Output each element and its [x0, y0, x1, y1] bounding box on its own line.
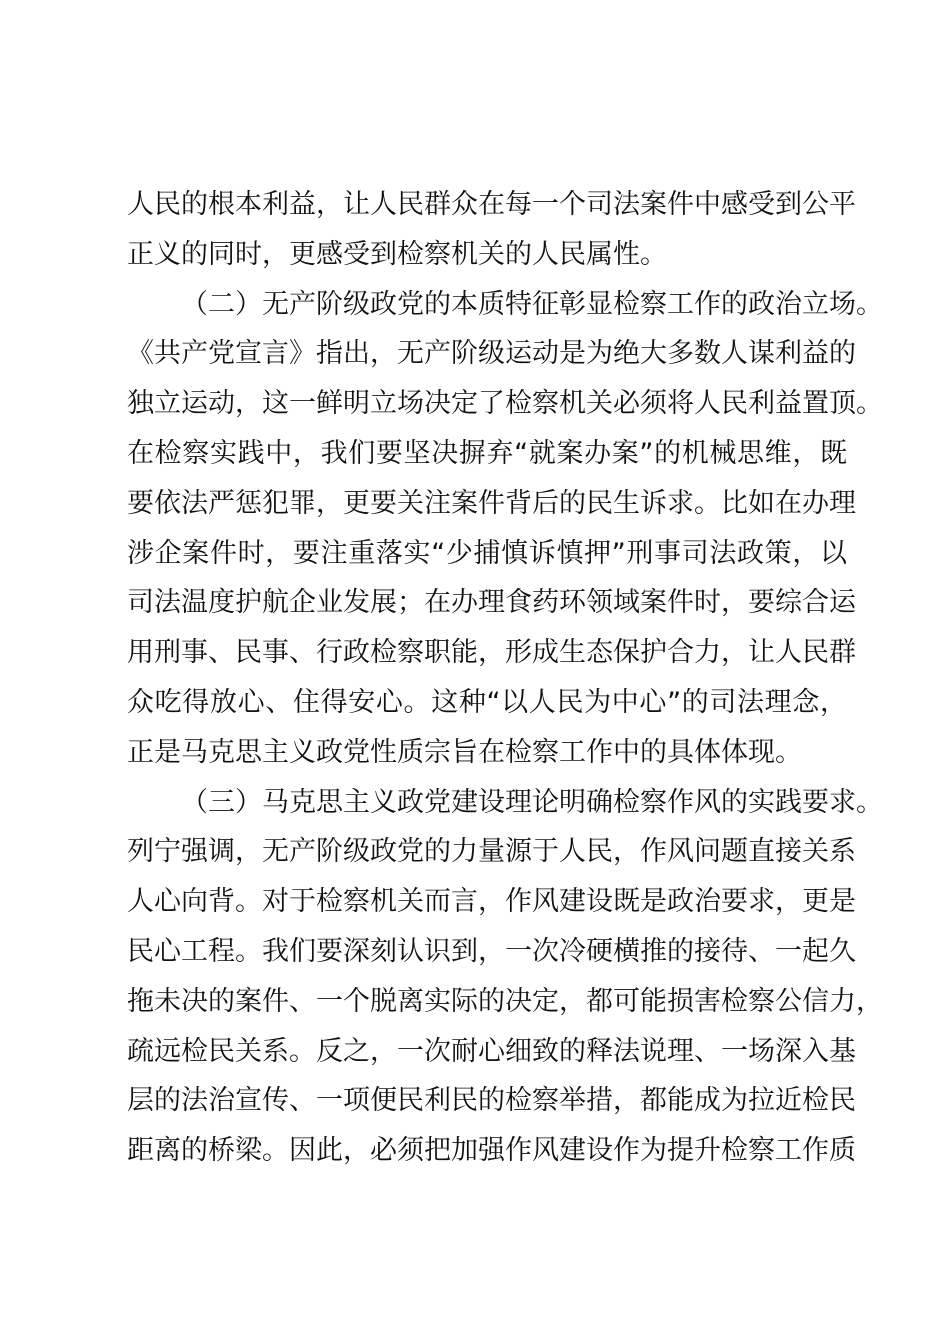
text-line: 距离的桥梁。因此，必须把加强作风建设作为提升检察工作质	[127, 1135, 856, 1167]
text-line: 正是马克思主义政党性质宗旨在检察工作中的具体体现。	[127, 736, 802, 768]
text-line: 要依法严惩犯罪，更要关注案件背后的民生诉求。比如在办理	[127, 487, 856, 519]
text-line: 列宁强调，无产阶级政党的力量源于人民，作风问题直接关系	[127, 836, 856, 868]
text-line: 《共产党宣言》指出，无产阶级运动是为绝大多数人谋利益的	[127, 338, 856, 370]
section-heading-3: （三）马克思主义政党建设理论明确检察作风的实践要求。	[181, 786, 883, 818]
text-line: 司法温度护航企业发展；在办理食药环领域案件时，要综合运	[127, 587, 856, 619]
text-line: 拖未决的案件、一个脱离实际的决定，都可能损害检察公信力，	[127, 985, 883, 1017]
section-heading-2: （二）无产阶级政党的本质特征彰显检察工作的政治立场。	[181, 288, 883, 320]
text-line: 人心向背。对于检察机关而言，作风建设既是政治要求，更是	[127, 886, 856, 918]
text-line: 正义的同时，更感受到检察机关的人民属性。	[127, 238, 667, 270]
text-line: 层的法治宣传、一项便民利民的检察举措，都能成为拉近检民	[127, 1085, 856, 1117]
text-line: 在检察实践中，我们要坚决摒弃“就案办案”的机械思维，既	[127, 437, 847, 469]
text-line: 人民的根本利益，让人民群众在每一个司法案件中感受到公平	[127, 189, 856, 220]
text-line: 用刑事、民事、行政检察职能，形成生态保护合力，让人民群	[127, 637, 856, 669]
text-line: 众吃得放心、住得安心。这种“以人民为中心”的司法理念，	[127, 686, 847, 718]
text-line: 涉企案件时，要注重落实“少捕慎诉慎押”刑事司法政策，以	[127, 537, 847, 569]
text-line: 疏远检民关系。反之，一次耐心细致的释法说理、一场深入基	[127, 1035, 856, 1067]
body-text	[127, 180, 883, 1176]
text-line: 民心工程。我们要深刻认识到，一次冷硬横推的接待、一起久	[127, 935, 856, 967]
text-line: 独立运动，这一鲜明立场决定了检察机关必须将人民利益置顶。	[127, 388, 883, 420]
